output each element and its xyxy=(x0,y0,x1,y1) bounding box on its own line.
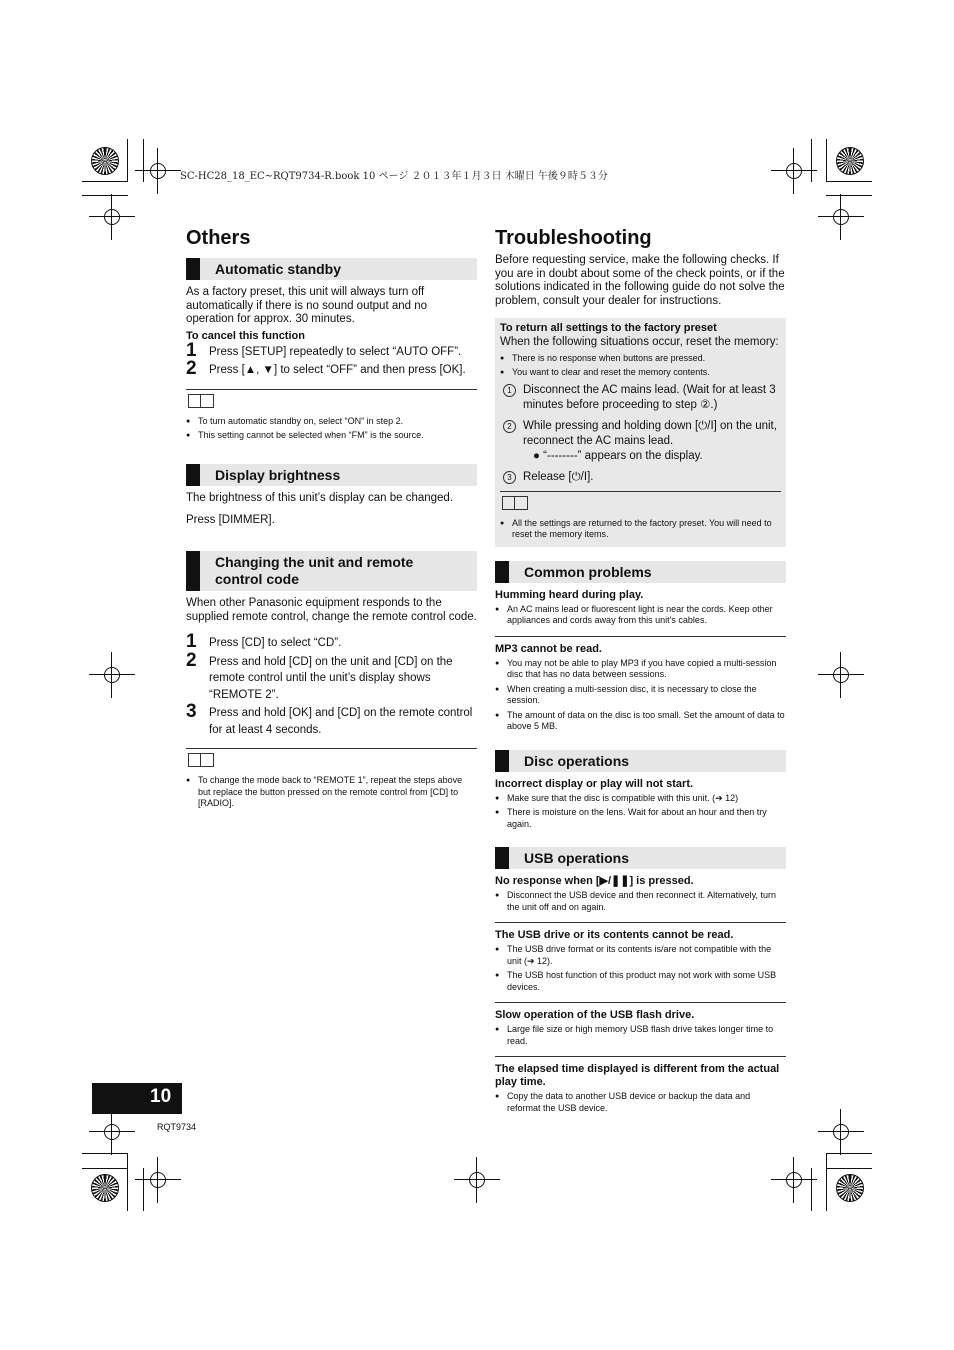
page-number: 10 xyxy=(150,1086,172,1107)
common-problems-heading: Common problems xyxy=(495,561,786,583)
troubleshooting-column xyxy=(495,226,786,1129)
registration-target-icon xyxy=(836,147,864,175)
print-header: SC-HC28_18_EC~RQT9734-R.book 10 ページ ２０１３年１月３日 木曜日 午後９時５３分 xyxy=(180,171,608,182)
crop-mark xyxy=(127,1153,128,1211)
remote-step-2: 2 Press and hold [CD] on the unit and [CD] on the remote control until the unit’s display shows “REMOTE 2”. xyxy=(186,649,453,701)
crop-mark xyxy=(127,139,128,182)
problem-item: Slow operation of the USB flash drive. ● Large file size or high memory USB flash drive takes longer time to read. xyxy=(495,1009,786,1057)
reset-situation: ● There is no response when buttons are pressed. xyxy=(500,353,781,365)
remote-step-1: 1 Press [CD] to select “CD”. xyxy=(186,631,342,653)
crop-mark xyxy=(826,195,872,196)
automatic-standby-intro: As a factory preset, this unit will always turn off automatically if there is no sound output and no operation for approx. 30 minutes. xyxy=(186,286,428,326)
remote-code-intro: When other Panasonic equipment responds to the supplied remote control, change the remote control code. xyxy=(186,596,477,623)
registration-target-icon xyxy=(91,147,119,175)
usb-operations-heading: USB operations xyxy=(495,847,786,869)
crop-mark xyxy=(82,1153,128,1154)
note-item: ● To turn automatic standby on, select “ON” in step 2. xyxy=(186,416,477,428)
crop-mark xyxy=(826,1153,872,1154)
troubleshooting-title: Troubleshooting xyxy=(495,227,652,249)
registration-mark-icon xyxy=(783,1169,805,1191)
registration-mark-icon xyxy=(466,1169,488,1191)
brightness-press-text: Press [DIMMER]. xyxy=(186,514,275,527)
crop-mark xyxy=(143,139,144,182)
problem-item: Humming heard during play. ● An AC mains lead or fluorescent light is near the cords. Keep other appliances and cords away from this unit’s cables. xyxy=(495,589,786,637)
registration-mark-icon xyxy=(147,160,169,182)
factory-reset-intro: When the following situations occur, reset the memory: xyxy=(500,336,779,349)
problem-item: No response when [▶/❚❚] is pressed. ● Disconnect the USB device and then reconnect it. Alternatively, turn the unit off and on again. xyxy=(495,875,786,923)
note-book-icon xyxy=(188,753,214,767)
crop-mark xyxy=(811,1168,812,1211)
registration-mark-icon xyxy=(101,664,123,686)
problem-item: Incorrect display or play will not start. ● Make sure that the disc is compatible with this unit. (➔ 12) ● There is moisture on the lens. Wait for about an hour and then try again. xyxy=(495,778,786,840)
crop-mark xyxy=(826,181,872,182)
automatic-standby-heading: Automatic standby xyxy=(186,258,477,280)
others-column xyxy=(186,226,477,813)
problem-item: MP3 cannot be read. ● You may not be able to play MP3 if you have copied a multi-session disc that has no data between sessions. ● When creating a multi-session disc, it is necessary to close the session. ● The amount of data on the disc is too small. Set the amount of data to above 5 MB. xyxy=(495,643,786,742)
crop-mark xyxy=(826,139,827,182)
reset-situation: ● You want to clear and reset the memory contents. xyxy=(500,367,781,379)
document-code: RQT9734 xyxy=(157,1122,197,1132)
note-book-icon xyxy=(502,496,528,510)
registration-mark-icon xyxy=(101,1121,123,1143)
remote-notes xyxy=(186,748,477,810)
registration-mark-icon xyxy=(783,160,805,182)
standby-step-2: 2 Press [▲, ▼] to select “OFF” and then press [OK]. xyxy=(186,358,466,380)
factory-reset-title: To return all settings to the factory preset xyxy=(500,322,717,335)
crop-mark xyxy=(826,1168,872,1169)
registration-mark-icon xyxy=(830,206,852,228)
crop-mark xyxy=(82,195,128,196)
standby-notes xyxy=(186,389,477,442)
crop-mark xyxy=(82,181,128,182)
crop-mark xyxy=(143,1168,144,1211)
reset-step-1: 1 Disconnect the AC mains lead. (Wait for at least 3 minutes before proceeding to step ②.) xyxy=(500,383,781,413)
reset-step-2-sub: ● “--------” appears on the display. xyxy=(533,449,703,462)
troubleshooting-intro: Before requesting service, make the following checks. If you are in doubt about some of the check points, or if the solutions indicated in the following guide do not solve the problem, consult your dealer for instructions. xyxy=(495,254,785,307)
reset-step-2: 2 While pressing and holding down [⏻/I] on the unit, reconnect the AC mains lead. ● “--------” appears on the display. xyxy=(500,419,781,464)
crop-mark xyxy=(811,139,812,182)
others-title: Others xyxy=(186,227,251,249)
note-item: ● To change the mode back to “REMOTE 1”, repeat the steps above but replace the button pressed on the remote control from [CD] to [RADIO]. xyxy=(186,775,477,810)
cancel-function-label: To cancel this function xyxy=(186,329,305,342)
reset-step-3: 3 Release [⏻/I]. xyxy=(500,470,781,485)
note-item: ● This setting cannot be selected when “FM” is the source. xyxy=(186,430,477,442)
note-item: ● All the settings are returned to the factory preset. You will need to reset the memory items. xyxy=(500,518,781,541)
note-book-icon xyxy=(188,394,214,408)
registration-mark-icon xyxy=(830,1121,852,1143)
factory-reset-box xyxy=(495,318,786,547)
registration-mark-icon xyxy=(101,206,123,228)
remote-step-3: 3 Press and hold [OK] and [CD] on the remote control for at least 4 seconds. xyxy=(186,701,473,736)
registration-mark-icon xyxy=(147,1169,169,1191)
reset-notes xyxy=(500,491,781,541)
crop-mark xyxy=(826,1153,827,1211)
brightness-text: The brightness of this unit’s display can be changed. xyxy=(186,491,454,504)
registration-target-icon xyxy=(91,1174,119,1202)
remote-code-heading: Changing the unit and remote control code xyxy=(186,551,477,591)
disc-operations-heading: Disc operations xyxy=(495,750,786,772)
crop-mark xyxy=(82,1168,128,1169)
standby-step-1: 1 Press [SETUP] repeatedly to select “AUTO OFF”. xyxy=(186,339,462,361)
problem-item: The USB drive or its contents cannot be read. ● The USB drive format or its contents is/are not compatible with the unit (➔ 12). ● The USB host function of this product may not work with some USB devices. xyxy=(495,929,786,1003)
display-brightness-heading: Display brightness xyxy=(186,464,477,486)
registration-mark-icon xyxy=(830,664,852,686)
registration-target-icon xyxy=(836,1174,864,1202)
problem-item: The elapsed time displayed is different from the actual play time. ● Copy the data to another USB device or backup the data and reformat the USB device. xyxy=(495,1063,786,1123)
